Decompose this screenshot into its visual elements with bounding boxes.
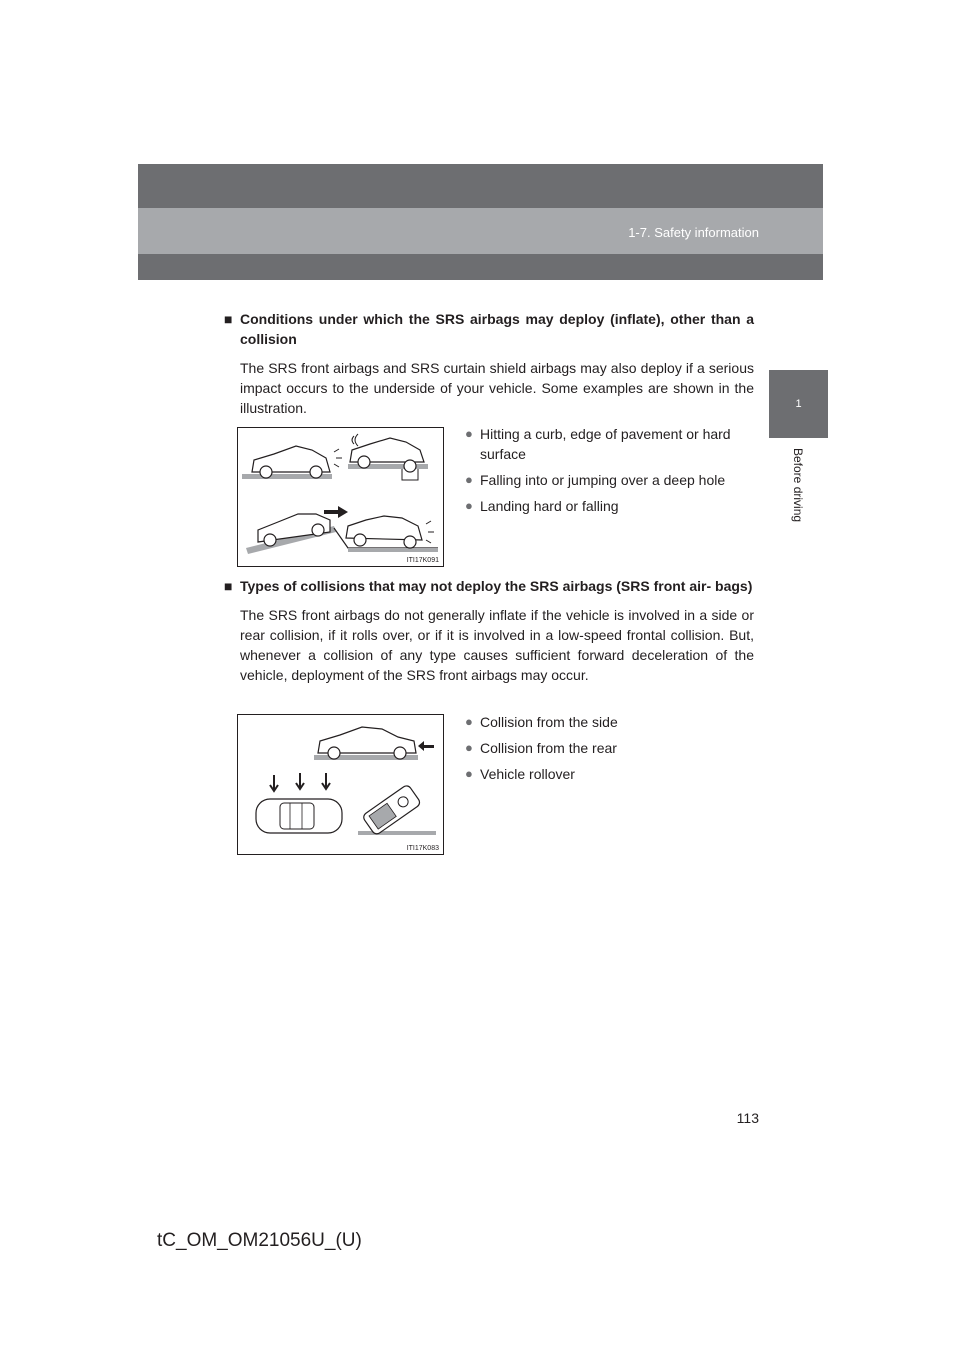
figure-code: ITI17K091 [406, 557, 439, 564]
collision-types-drawing [238, 715, 443, 854]
bullet-icon: ● [465, 714, 473, 729]
section-heading: ■ Conditions under which the SRS airbags may deploy (inflate), other than a collision [224, 311, 754, 347]
section-body: The SRS front airbags do not generally inflate if the vehicle is involved in a side or rear collision, if it rolls over, or if it is involved in a low-speed frontal collision. But, whenever a collision of any type causes sufficient forward deceleration of the vehicle, deployment of the SRS front airbags may occur. [240, 607, 754, 683]
list-item: ● Falling into or jumping over a deep hole [465, 472, 726, 488]
list-item: ● Hitting a curb, edge of pavement or hard surface [465, 426, 731, 462]
bullet-icon: ● [465, 472, 473, 487]
underside-impact-drawing [238, 428, 443, 566]
list-item: ● Collision from the side [465, 714, 618, 730]
chapter-number: 1 [795, 398, 802, 410]
square-bullet-icon: ■ [224, 578, 233, 594]
bullet-icon: ● [465, 740, 473, 755]
list-item: ● Landing hard or falling [465, 498, 619, 514]
bullet-icon: ● [465, 426, 473, 441]
section-no-deploy-collisions [224, 576, 754, 685]
chapter-tab [769, 370, 828, 438]
section-body: The SRS front airbags and SRS curtain shield airbags may also deploy if a serious impact occurs to the underside of your vehicle. Some examples are shown in the illustration. [240, 360, 754, 416]
section-title: 1-7. Safety information [628, 225, 759, 240]
square-bullet-icon: ■ [224, 311, 233, 327]
bullet-icon: ● [465, 498, 473, 513]
chapter-label-container [768, 448, 828, 548]
figure-code: ITI17K083 [406, 845, 439, 852]
bullet-icon: ● [465, 766, 473, 781]
page-number: 113 [736, 1110, 759, 1126]
section-heading: ■ Types of collisions that may not deploy the SRS airbags (SRS front air- bags) [224, 578, 753, 594]
list-item: ● Vehicle rollover [465, 766, 575, 782]
illustration-underside-impact [237, 427, 444, 567]
list-item: ● Collision from the rear [465, 740, 617, 756]
section-deploy-conditions [224, 309, 754, 418]
document-id: tC_OM_OM21056U_(U) [157, 1230, 362, 1251]
no-deploy-examples-list [465, 712, 755, 790]
deploy-examples-list [465, 424, 755, 522]
illustration-collision-types [237, 714, 444, 855]
chapter-label: Before driving [791, 448, 805, 523]
